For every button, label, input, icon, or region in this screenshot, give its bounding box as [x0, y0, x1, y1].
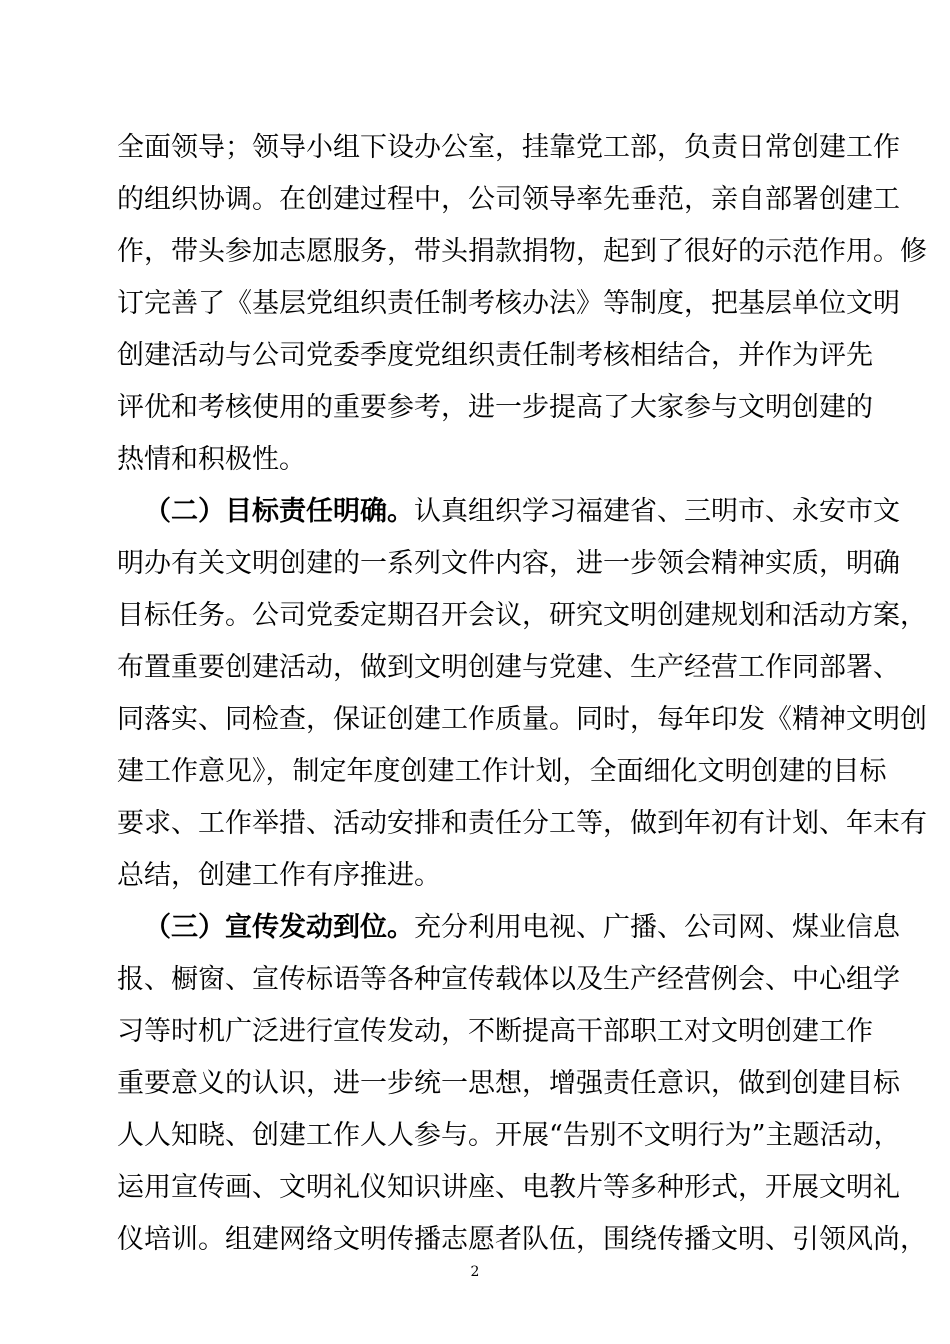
paragraph-2-line-3: 目标任务。公司党委定期召开会议，研究文明创建规划和活动方案，	[117, 600, 927, 631]
paragraph-2-line-1-text: 认真组织学习福建省、三明市、永安市文	[414, 496, 900, 527]
section-heading-2: （二）目标责任明确。	[144, 496, 414, 527]
paragraph-3-line-3: 习等时机广泛进行宣传发动，不断提高干部职工对文明创建工作	[117, 1016, 873, 1047]
paragraph-2-line-8: 总结，创建工作有序推进。	[117, 860, 441, 891]
paragraph-2-line-1	[144, 492, 900, 532]
paragraph-2-line-4: 布置重要创建活动，做到文明创建与党建、生产经营工作同部署、	[117, 652, 900, 683]
paragraph-3-line-5: 人人知晓、创建工作人人参与。开展“告别不文明行为”主题活动，	[117, 1120, 901, 1151]
paragraph-2-line-2: 明办有关文明创建的一系列文件内容，进一步领会精神实质，明确	[117, 548, 900, 579]
paragraph-3-line-4: 重要意义的认识，进一步统一思想，增强责任意识，做到创建目标	[117, 1068, 900, 1099]
paragraph-3-line-2: 报、橱窗、宣传标语等各种宣传载体以及生产经营例会、中心组学	[117, 964, 900, 995]
paragraph-2-line-7: 要求、工作举措、活动安排和责任分工等，做到年初有计划、年末有	[117, 808, 927, 839]
paragraph-3-line-1-text: 充分利用电视、广播、公司网、煤业信息	[414, 912, 900, 943]
paragraph-1-line-3: 作，带头参加志愿服务，带头捐款捐物，起到了很好的示范作用。修	[117, 236, 927, 267]
paragraph-3-line-1	[144, 908, 900, 948]
paragraph-2-line-5: 同落实、同检查，保证创建工作质量。同时，每年印发《精神文明创	[117, 704, 927, 735]
paragraph-1-line-2: 的组织协调。在创建过程中，公司领导率先垂范，亲自部署创建工	[117, 184, 900, 215]
paragraph-2-line-6: 建工作意见》，制定年度创建工作计划，全面细化文明创建的目标	[117, 756, 887, 787]
paragraph-3-line-7: 仪培训。组建网络文明传播志愿者队伍，围绕传播文明、引领风尚，	[117, 1224, 927, 1255]
paragraph-1-line-5: 创建活动与公司党委季度党组织责任制考核相结合，并作为评先	[117, 340, 873, 371]
paragraph-3-line-6: 运用宣传画、文明礼仪知识讲座、电教片等多种形式，开展文明礼	[117, 1172, 900, 1203]
page-number: 2	[470, 1264, 480, 1280]
paragraph-1-line-4: 订完善了《基层党组织责任制考核办法》等制度，把基层单位文明	[117, 288, 900, 319]
paragraph-1-line-1: 全面领导；领导小组下设办公室，挂靠党工部，负责日常创建工作	[117, 132, 900, 163]
paragraph-1-line-7: 热情和积极性。	[117, 444, 306, 475]
paragraph-1-line-6: 评优和考核使用的重要参考，进一步提高了大家参与文明创建的	[117, 392, 873, 423]
section-heading-3: （三）宣传发动到位。	[144, 912, 414, 943]
